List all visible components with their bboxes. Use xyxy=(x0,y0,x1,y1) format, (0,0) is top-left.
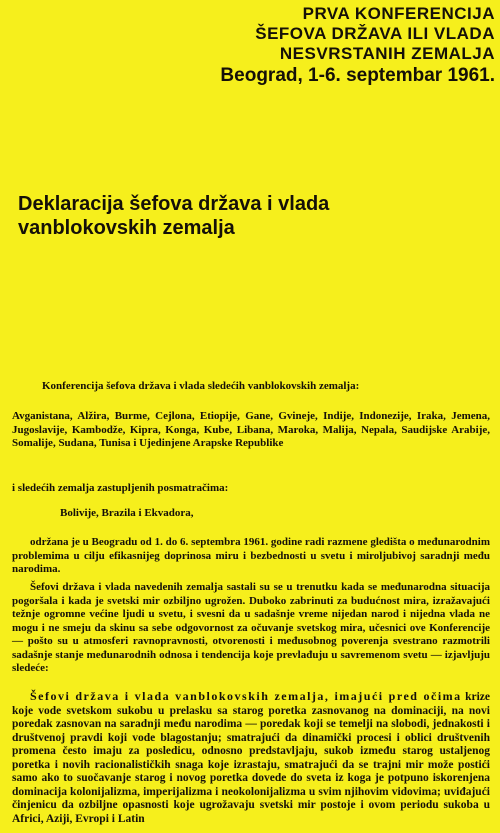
paragraph: održana je u Beogradu od 1. do 6. septembra 1961. godine radi razmene gledišta o međunarodnim problemima u cilju efikasnijeg doprinosa miru i bezbednosti u svetu i miroljubivoj saradnji među narodima. xyxy=(12,536,490,575)
conference-title-line: ŠEFOVA DRŽAVA ILI VLADA xyxy=(255,24,495,43)
paragraph xyxy=(12,690,490,826)
countries-list: Avganistana, Alžira, Burme, Cejlona, Etiopije, Gane, Gvineje, Indije, Indonezije, Iraka, Jemena, Jugoslavije, Kambodže, Kipra, Konga, Kube, Libana, Maroka, Malija, Nepala, Saudijske Arabije, Somalije, Sudana, Tunisa i Ujedinjene Arapske Republike xyxy=(12,410,490,449)
paragraph-continuation: krize koje vode svetskom sukobu u prelasku sa starog poretka zasnovanog na dominaciji, na novi poredak zasnovan na saradnji među narodima — poredak koji se temelji na slobodi, jednakosti i društvenoj pravdi koji vode blagostanju; smatrajući da dinamički procesi i oblici društvenih promena često imaju za posledicu, odnosno predstavljaju, sukob između starog ustaljenog poretka i novih racionalističkih snaga koje izrastaju, smatrajući da se trajni mir može postići samo ako to suočavanje starog i novog poretka dovede do sveta iz koga je potpuno iskorenjena dominacija kolonijalizma, imperijalizma i neokolonijalizma u svim njihovim vidovima; uviđajući činjenicu da ozbiljne opasnosti koje ugrožavaju svetski mir postoje i ovom periodu sukoba u Africi, Aziji, Evropi i Latin xyxy=(12,691,490,825)
paragraph-lead: Šefovi država i vlada vanblokovskih zemalja, imajući pred očima xyxy=(30,689,462,703)
paragraph: Šefovi država i vlada navedenih zemalja sastali su se u trenutku kada se međunarodna situacija pogoršala i kada je svetski mir ozbiljno ugrožen. Duboko zabrinuti za budućnost mira, izražavajući težnje ogromne većine ljudi u svetu, i svesni da u sadašnje vreme nijedan narod i nijedna vlada ne mogu i ne smeju da skinu sa sebe odgovornost za očuvanje svetskog mira, učesnici ove Konferencije — pošto su u atmosferi ravnopravnosti, otvorenosti i međusobnog poverenja svestrano razmotrili sadašnje stanje međunarodnih odnosa i tendencija koje prevlađuju u savremenom svetu — izjavljuju sledeće: xyxy=(12,581,490,674)
declaration-title-line: Deklaracija šefova država i vlada xyxy=(18,193,330,215)
conference-title-line: NESVRSTANIH ZEMALJA xyxy=(279,44,495,63)
intro-text: Konferencija šefova država i vlada sledećih vanblokovskih zemalja: xyxy=(42,380,360,392)
declaration-title-line: vanblokovskih zemalja xyxy=(18,217,235,239)
conference-header xyxy=(180,4,495,86)
observers-intro: i sledećih zemalja zastupljenih posmatračima: xyxy=(12,482,229,494)
declaration-title xyxy=(18,192,488,240)
observers-list: Bolivije, Brazila i Ekvadora, xyxy=(60,507,194,519)
conference-date: Beograd, 1-6. septembar 1961. xyxy=(220,65,495,86)
conference-title-line: PRVA KONFERENCIJA xyxy=(302,4,495,23)
